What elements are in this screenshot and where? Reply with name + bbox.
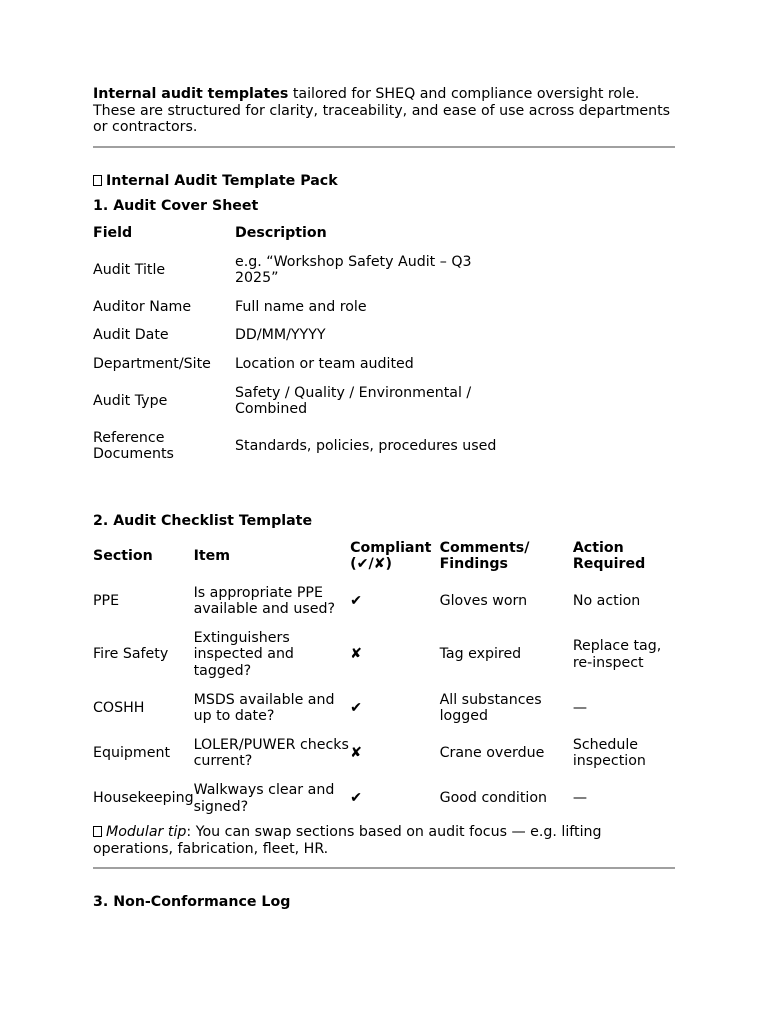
section-cell: Equipment xyxy=(93,745,171,762)
divider xyxy=(93,867,675,869)
document-page xyxy=(93,86,675,911)
checklist-table xyxy=(93,540,675,828)
table-row xyxy=(93,737,675,782)
comments-cell: Good condition xyxy=(439,790,548,807)
field-cell: Audit Title xyxy=(93,261,166,278)
section1-title: 1. Audit Cover Sheet xyxy=(93,198,259,215)
divider xyxy=(93,146,675,148)
comments-cell: Tag expired xyxy=(439,646,522,663)
compliant-cell: ✔ xyxy=(350,699,362,716)
field-cell: Department/Site xyxy=(93,355,211,372)
description-cell: DD/MM/YYYY xyxy=(235,327,326,344)
description-cell: Safety / Quality / Environmental / Combined xyxy=(235,384,472,418)
table-row xyxy=(93,692,675,737)
missing-glyph-icon xyxy=(93,175,102,186)
intro-paragraph xyxy=(93,86,675,136)
header-compliant: Compliant (✔/✘) xyxy=(350,539,432,573)
header-comments: Comments/ Findings xyxy=(439,539,530,573)
action-cell: Replace tag, re-inspect xyxy=(572,638,662,671)
action-cell: No action xyxy=(572,592,641,609)
description-cell: Full name and role xyxy=(235,298,367,315)
pack-title xyxy=(93,173,675,190)
tip-label: Modular tip xyxy=(106,824,187,841)
table-row xyxy=(93,385,500,430)
item-cell: Is appropriate PPE available and used? xyxy=(193,584,335,618)
compliant-cell: ✔ xyxy=(350,790,362,807)
description-cell: Standards, policies, procedures used xyxy=(235,438,497,455)
compliant-cell: ✘ xyxy=(350,745,362,762)
field-cell: Audit Date xyxy=(93,327,169,344)
section-cell: PPE xyxy=(93,592,120,609)
cover-sheet-table xyxy=(93,225,500,475)
comments-cell: All substances logged xyxy=(439,691,542,725)
table-header-row xyxy=(93,540,675,585)
action-cell: — xyxy=(572,699,588,716)
table-row xyxy=(93,356,500,385)
tip-text: : You can swap sections based on audit focus — e.g. lifting operations, fabrication, fleet, HR. xyxy=(93,824,602,857)
comments-cell: Gloves worn xyxy=(439,592,528,609)
header-section: Section xyxy=(93,547,153,564)
table-row xyxy=(93,254,500,299)
pack-title-text: Internal Audit Template Pack xyxy=(106,172,338,189)
table-row xyxy=(93,430,500,475)
action-cell: Schedule inspection xyxy=(572,736,646,770)
item-cell: MSDS available and up to date? xyxy=(193,691,335,725)
compliant-cell: ✘ xyxy=(350,646,362,663)
header-field: Field xyxy=(93,224,133,241)
comments-cell: Crane overdue xyxy=(439,745,545,762)
table-header-row xyxy=(93,225,500,254)
table-row xyxy=(93,630,675,692)
table-row xyxy=(93,585,675,630)
header-action: Action Required xyxy=(572,539,646,573)
description-cell: e.g. “Workshop Safety Audit – Q3 2025” xyxy=(235,253,472,287)
table-row xyxy=(93,299,500,328)
section-cell: Fire Safety xyxy=(93,646,169,663)
field-cell: Audit Type xyxy=(93,392,168,409)
modular-tip xyxy=(93,824,675,857)
action-cell: — xyxy=(572,790,588,807)
item-cell: Extinguishers inspected and tagged? xyxy=(193,629,294,680)
item-cell: LOLER/PUWER checks current? xyxy=(193,736,349,770)
compliant-cell: ✔ xyxy=(350,592,362,609)
section2-title: 2. Audit Checklist Template xyxy=(93,512,313,529)
description-cell: Location or team audited xyxy=(235,355,414,372)
header-item: Item xyxy=(193,547,231,564)
item-cell: Walkways clear and signed? xyxy=(193,782,335,815)
field-cell: Reference Documents xyxy=(93,429,174,463)
section-cell: Housekeeping xyxy=(93,790,194,807)
missing-glyph-icon xyxy=(93,826,102,837)
section3-title: 3. Non-Conformance Log xyxy=(93,894,291,911)
field-cell: Auditor Name xyxy=(93,298,192,315)
section-cell: COSHH xyxy=(93,699,145,716)
table-row xyxy=(93,327,500,356)
header-description: Description xyxy=(235,224,327,241)
intro-bold: Internal audit templates xyxy=(93,86,289,102)
intro-text: tailored for SHEQ and compliance oversight role. These are structured for clarity, traceability, and ease of use across departments or contractors. xyxy=(93,86,671,136)
table-row xyxy=(93,782,675,827)
